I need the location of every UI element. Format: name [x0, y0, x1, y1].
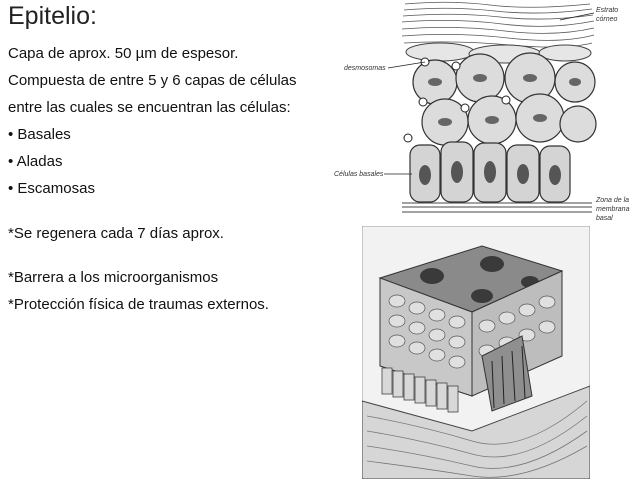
label-celulas-basales: Células basales: [334, 171, 384, 178]
label-zona-membrana: [596, 196, 629, 223]
list-item: • Escamosas: [8, 180, 95, 197]
label-line: Zona de la: [596, 197, 630, 204]
tissue-block-drawing: [362, 226, 590, 479]
label-line: Estrato: [596, 7, 619, 14]
note-protection: *Protección física de traumas externos.: [8, 296, 269, 313]
description-line: Capa de aprox. 50 µm de espesor.: [8, 45, 239, 62]
label-desmosomas: desmosomas: [344, 65, 386, 72]
label-line: córneo: [596, 16, 618, 23]
description-block: [8, 40, 338, 202]
slide-title: Epitelio:: [8, 2, 97, 30]
notes-block: [8, 220, 338, 318]
description-line: entre las cuales se encuentran las células:: [8, 99, 291, 116]
tissue-block-illustration: [362, 226, 590, 479]
list-item: • Aladas: [8, 153, 63, 170]
epithelium-layers-illustration: [330, 0, 638, 222]
label-line: membrana: [596, 206, 630, 213]
epithelium-layers-diagram: [330, 0, 638, 222]
note-regeneration: *Se regenera cada 7 días aprox.: [8, 225, 224, 242]
list-item: • Basales: [8, 126, 71, 143]
note-barrier: *Barrera a los microorganismos: [8, 269, 219, 286]
description-line: Compuesta de entre 5 y 6 capas de células: [8, 72, 297, 89]
cell-type-list: [8, 121, 338, 202]
label-line: basal: [596, 215, 613, 222]
label-estrato-corneo: [596, 6, 618, 24]
